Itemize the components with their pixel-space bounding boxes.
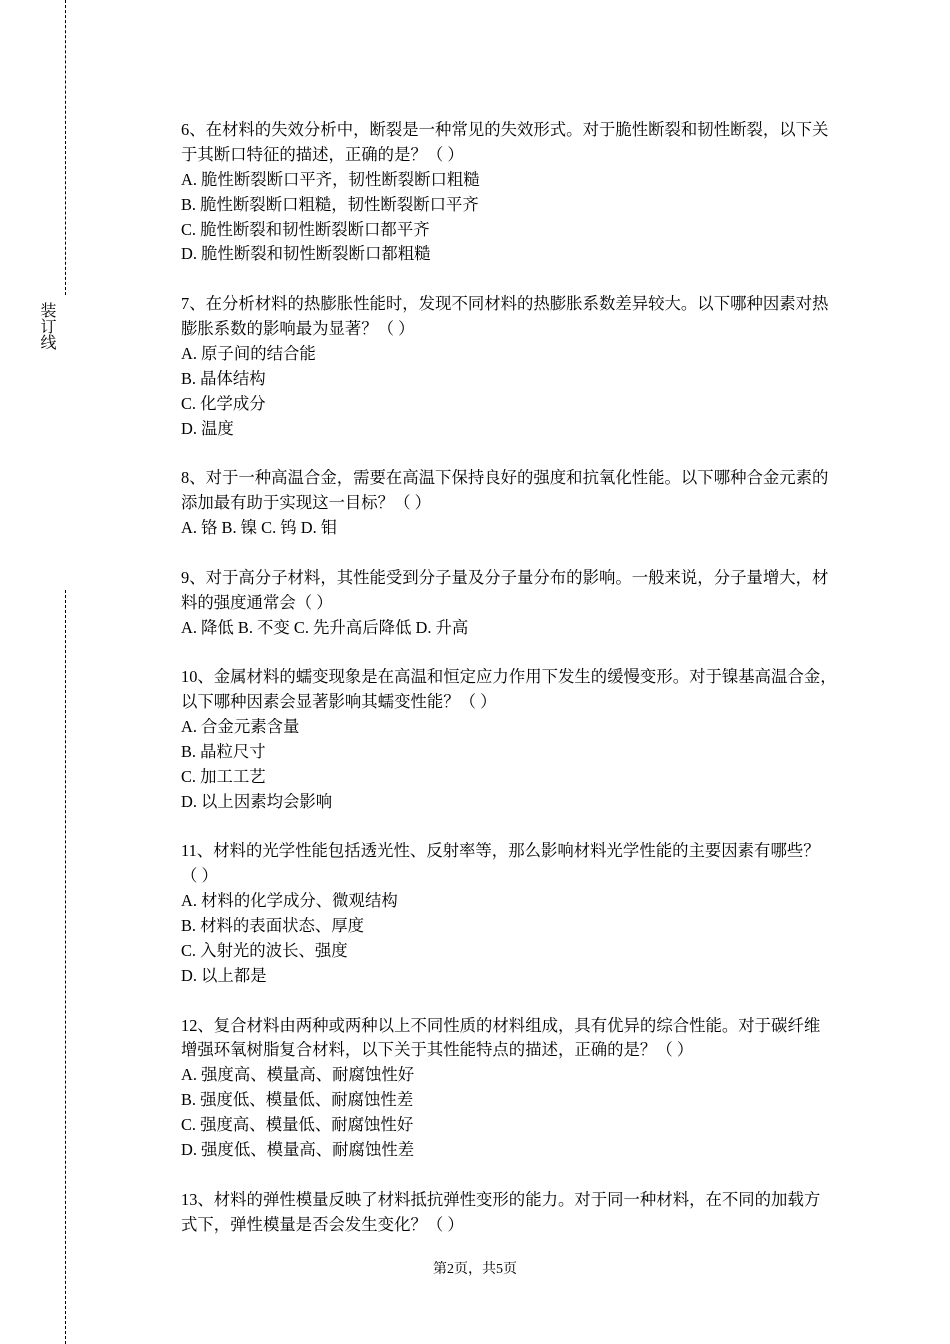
question-option: B. 材料的表面状态、厚度 [181, 916, 365, 935]
question-option: A. 降低 B. 不变 C. 先升高后降低 D. 升高 [181, 617, 469, 637]
question-stem-line: 6、在材料的失效分析中，断裂是一种常见的失效形式。对于脆性断裂和韧性断裂，以下关 [181, 120, 829, 139]
question-stem-line: 9、对于高分子材料，其性能受到分子量及分子量分布的影响。一般来说，分子量增大，材 [181, 567, 829, 587]
page-footer: 第2页，共5页 [433, 1262, 517, 1277]
question-option: A. 脆性断裂断口平齐，韧性断裂断口粗糙 [181, 169, 480, 189]
question [181, 566, 861, 641]
question-stem-line: 增强环氧树脂复合材料，以下关于其性能特点的描述，正确的是？（ ） [181, 1040, 694, 1060]
binding-line-top [65, 0, 66, 295]
question-stem-line: 膨胀系数的影响最为显著？（ ） [181, 319, 415, 338]
question-option: B. 脆性断裂断口粗糙，韧性断裂断口平齐 [181, 194, 479, 214]
question-stem-line: 12、复合材料由两种或两种以上不同性质的材料组成，具有优异的综合性能。对于碳纤维 [181, 1015, 821, 1035]
question-stem-line: 于其断口特征的描述，正确的是？（ ） [181, 144, 464, 164]
question-stem-line: 式下，弹性模量是否会发生变化？（ ） [181, 1214, 464, 1234]
question-option: C. 强度高、模量低、耐腐蚀性好 [181, 1115, 414, 1134]
question-stem-line: 添加最有助于实现这一目标？（ ） [181, 493, 431, 513]
question-option: B. 晶粒尺寸 [181, 741, 266, 761]
question-stem-line: 料的强度通常会（ ） [181, 592, 333, 612]
binding-label: 装订线 [38, 302, 55, 350]
question-option: B. 强度低、模量低、耐腐蚀性差 [181, 1090, 414, 1110]
question-option: D. 以上都是 [181, 965, 267, 985]
question-option: C. 加工工艺 [181, 766, 266, 786]
question [181, 1188, 861, 1238]
question-stem-line: （ ） [181, 866, 218, 886]
question [181, 839, 861, 988]
question-list [181, 118, 861, 1262]
question-option: B. 晶体结构 [181, 368, 266, 388]
question-option: D. 以上因素均会影响 [181, 791, 333, 811]
question-option: D. 脆性断裂和韧性断裂断口都粗糙 [181, 244, 431, 264]
question-option: A. 铬 B. 镍 C. 钨 D. 钼 [181, 518, 338, 537]
question-option: C. 脆性断裂和韧性断裂断口都平齐 [181, 219, 430, 239]
question-option: C. 化学成分 [181, 393, 266, 413]
question-stem-line: 11、材料的光学性能包括透光性、反射率等，那么影响材料光学性能的主要因素有哪些？ [181, 841, 820, 861]
question-option: A. 原子间的结合能 [181, 343, 316, 363]
question [181, 1014, 861, 1163]
question [181, 118, 861, 267]
question-option: D. 温度 [181, 418, 234, 438]
question [181, 665, 861, 814]
question-option: C. 入射光的波长、强度 [181, 940, 348, 960]
question-stem-line: 以下哪种因素会显著影响其蠕变性能？（ ） [181, 692, 497, 712]
question-stem-line: 13、材料的弹性模量反映了材料抵抗弹性变形的能力。对于同一种材料，在不同的加载方 [181, 1189, 821, 1209]
question-option: A. 材料的化学成分、微观结构 [181, 891, 398, 911]
question-stem-line: 8、对于一种高温合金，需要在高温下保持良好的强度和抗氧化性能。以下哪种合金元素的 [181, 468, 829, 488]
question-stem-line: 10、金属材料的蠕变现象是在高温和恒定应力作用下发生的缓慢变形。对于镍基高温合金， [181, 667, 837, 687]
question [181, 292, 861, 441]
question-option: D. 强度低、模量高、耐腐蚀性差 [181, 1139, 415, 1159]
question-option: A. 合金元素含量 [181, 717, 300, 736]
binding-line-bottom [65, 590, 66, 1344]
question-option: A. 强度高、模量高、耐腐蚀性好 [181, 1065, 415, 1085]
question-stem-line: 7、在分析材料的热膨胀性能时，发现不同材料的热膨胀系数差异较大。以下哪种因素对热 [181, 294, 829, 314]
question [181, 466, 861, 541]
